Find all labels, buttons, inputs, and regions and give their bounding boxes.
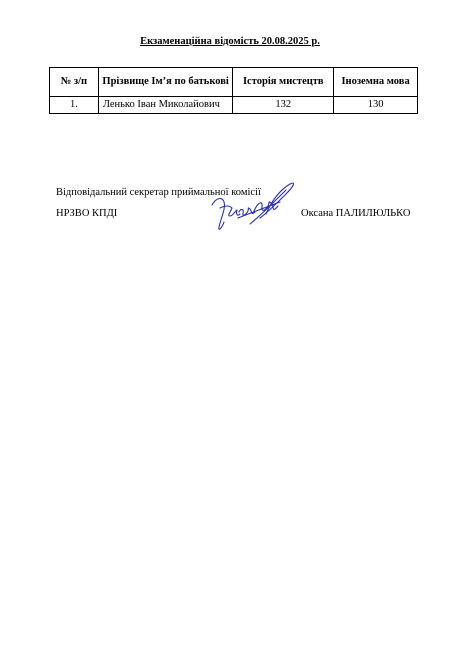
row-name-cell: Ленько Іван Миколайович [98,97,233,114]
header-number: № з/п [50,68,99,97]
handwritten-signature [208,178,300,240]
signer-name: Оксана ПАЛИЛЮЛЬКО [301,208,411,219]
document-title-text: Екзаменаційна відомість 20.08.2025 р. [140,36,320,47]
grades-table [49,67,418,114]
table-row [50,97,418,114]
secretary-position-line: Відповідальний секретар приймальної комісії [56,187,261,198]
document-title [0,36,460,47]
institution-line: НРЗВО КПДІ [56,208,118,219]
header-subject-foreign-language: Іноземна мова [334,68,418,97]
header-subject-history-of-arts: Історія мистецтв [233,68,334,97]
row-subject1-score-cell: 132 [233,97,334,114]
table-header-row [50,68,418,97]
row-subject2-score-cell: 130 [334,97,418,114]
row-number-cell: 1. [50,97,99,114]
header-name: Прізвище Ім’я по батькові [98,68,233,97]
